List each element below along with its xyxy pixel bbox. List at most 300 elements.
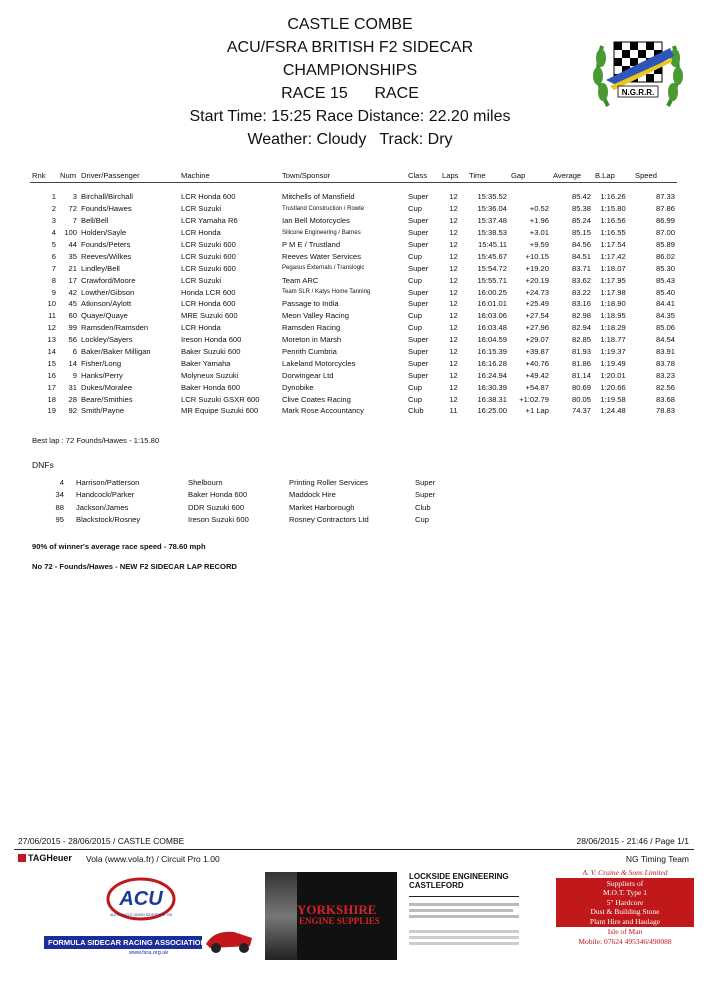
dnf-driver: Blackstock/Rosney [76, 515, 141, 525]
cell-average: 85.38 [571, 204, 591, 214]
conditions: Weather: Cloudy Track: Dry [247, 131, 453, 148]
cell-machine: LCR Suzuki 600 [181, 240, 236, 249]
cell-gap: +27.96 [525, 323, 549, 333]
cell-time: 15:37.48 [477, 216, 507, 226]
cell-townsponsor: Ian Bell Motorcycles [282, 216, 350, 226]
cell-laps: 12 [449, 358, 458, 368]
acu-subtext: AUTO-CYCLE UNION SIDESPORT GB [110, 913, 172, 917]
cell-time: 16:04.59 [477, 335, 507, 345]
cell-average: 80.05 [571, 394, 591, 404]
col-speed: Speed [633, 168, 677, 183]
cell-machine: Baker Yamaha [181, 358, 231, 368]
cell-townsponsor: Meon Valley Racing [282, 311, 349, 321]
cell-gap: +1.96 [529, 216, 549, 226]
dnf-sponsor: Rosney Contractors Ltd [289, 515, 369, 525]
lockside-contact-3 [409, 942, 519, 945]
cell-gap: +1 Lap [525, 406, 549, 416]
cell-class: Super [408, 216, 429, 226]
craine-line6: Plant Hire and Haulage [589, 916, 661, 926]
cell-class: Super [408, 192, 429, 202]
dnf-title: DNFs [32, 460, 54, 470]
footer-event: 27/06/2015 - 28/06/2015 / CASTLE COMBE [18, 836, 185, 846]
cell-time: 15:45.67 [477, 251, 507, 261]
cell-driverpassenger: Hanks/Perry [81, 370, 123, 380]
cell-townsponsor: Mark Rose Accountancy [282, 406, 364, 416]
dnf-table [30, 476, 453, 526]
cell-class: Super [408, 358, 429, 368]
dnf-machine: Shelbourn [188, 477, 223, 487]
cell-townsponsor: Reeves Water Services [282, 251, 362, 261]
cell-machine: Baker Honda 600 [181, 382, 241, 392]
cell-driverpassenger: Founds/Peters [81, 240, 131, 249]
dnf-num: 4 [59, 477, 64, 487]
cell-average: 85.42 [571, 192, 591, 202]
cell-speed: 87.00 [655, 228, 675, 238]
cell-laps: 12 [449, 370, 458, 380]
footer-date-page: 28/06/2015 - 21:46 / Page 1/1 [576, 836, 689, 846]
lockside-smallprint-3 [409, 915, 519, 918]
cell-num: 31 [68, 382, 77, 392]
cell-townsponsor: Team ARC [282, 275, 319, 285]
tagheuer-text: TAGHeuer [28, 853, 72, 863]
cell-average: 83.16 [571, 299, 591, 309]
cell-driverpassenger: Atkinson/Aylott [81, 299, 132, 309]
cell-speed: 87.86 [655, 204, 675, 214]
dnf-driver: Harrison/Patterson [76, 477, 140, 487]
cell-laps: 12 [449, 323, 458, 333]
lockside-smallprint-2 [409, 909, 513, 912]
cell-average: 85.24 [571, 216, 591, 226]
cell-gap: +24.73 [525, 287, 549, 297]
cell-rnk: 14 [47, 347, 56, 357]
cell-class: Club [408, 406, 424, 416]
cell-laps: 12 [449, 335, 458, 345]
table-row [30, 262, 677, 274]
table-row [30, 369, 677, 381]
cell-num: 35 [68, 251, 77, 261]
cell-num: 100 [64, 228, 77, 238]
cell-blap: 1:15.80 [600, 204, 626, 214]
table-row [30, 310, 677, 322]
table-row [30, 405, 677, 417]
cell-average: 81.93 [571, 347, 591, 357]
cell-laps: 12 [449, 382, 458, 392]
cell-blap: 1:17.95 [600, 275, 626, 285]
cell-townsponsor: Moreton in Marsh [282, 335, 342, 345]
cell-average: 82.94 [571, 323, 591, 333]
cell-time: 16:38.31 [477, 394, 507, 404]
table-row [30, 357, 677, 369]
cell-driverpassenger: Smith/Payne [81, 406, 125, 416]
cell-machine: Honda LCR 600 [181, 287, 236, 297]
cell-laps: 12 [449, 192, 458, 202]
race-title: RACE 15 RACE [281, 85, 419, 102]
col-num: Num [58, 168, 79, 183]
cell-num: 99 [68, 323, 77, 333]
cell-class: Super [408, 263, 429, 273]
cell-townsponsor: Dynobike [282, 382, 314, 392]
col-sponsor: Town/Sponsor [280, 168, 406, 183]
cell-time: 15:35.52 [477, 192, 507, 202]
cell-speed: 85.43 [655, 275, 675, 285]
craine-line5: Dust & Building Stone [590, 907, 660, 916]
table-row [30, 227, 677, 239]
dnf-driver: Handcock/Parker [76, 490, 135, 500]
cell-machine: LCR Suzuki 600 [181, 263, 236, 273]
cell-speed: 82.56 [655, 382, 675, 392]
cell-rnk: 2 [51, 204, 56, 214]
cell-rnk: 15 [47, 358, 56, 368]
cell-blap: 1:18.95 [600, 311, 626, 321]
cell-driverpassenger: Birchall/Birchall [81, 192, 133, 202]
cell-class: Cup [408, 204, 422, 214]
results-table [30, 168, 677, 417]
cell-class: Cup [408, 251, 422, 261]
cell-rnk: 4 [51, 228, 56, 238]
cell-machine: Molyneux Suzuki [181, 370, 239, 380]
lockside-contact-2 [409, 936, 519, 939]
cell-num: 17 [68, 275, 77, 285]
lockside-name: LOCKSIDE ENGINEERING [409, 872, 509, 881]
cell-gap: +20.19 [525, 275, 549, 285]
engine-image [265, 872, 297, 960]
table-row [30, 346, 677, 358]
cell-time: 15:45.11 [478, 240, 507, 249]
table-row [30, 215, 677, 227]
ngrr-logo [588, 28, 688, 116]
cell-blap: 1:17.98 [600, 287, 626, 297]
cell-class: Cup [408, 311, 422, 321]
table-row [30, 334, 677, 346]
craine-line2: Suppliers of [606, 878, 644, 888]
cell-speed: 84.41 [655, 299, 675, 309]
cell-townsponsor: Clive Coates Racing [282, 394, 351, 404]
col-time: Time [467, 168, 509, 183]
footer-team: NG Timing Team [625, 854, 689, 864]
cell-speed: 84.54 [655, 335, 675, 345]
cell-blap: 1:18.77 [600, 335, 626, 345]
cell-num: 44 [68, 240, 77, 249]
cell-speed: 85.89 [655, 240, 675, 249]
cell-driverpassenger: Lindley/Bell [81, 263, 120, 273]
cell-speed: 83.23 [655, 370, 675, 380]
cell-rnk: 1 [51, 192, 56, 202]
cell-speed: 78.83 [655, 406, 675, 416]
cell-class: Cup [408, 394, 422, 404]
col-driver: Driver/Passenger [79, 168, 179, 183]
lockside-ad [409, 872, 529, 956]
cell-blap: 1:19.58 [600, 394, 626, 404]
cell-blap: 1:20.01 [600, 370, 626, 380]
fsra-banner [44, 936, 254, 964]
craine-line3: M.O.T. Type 1 [603, 888, 647, 897]
craine-name: A. V. Craine & Sons Limited [582, 868, 668, 877]
cell-townsponsor: Ramsden Racing [282, 323, 341, 333]
cell-num: 3 [72, 192, 77, 202]
cell-rnk: 11 [48, 311, 56, 321]
cell-average: 81.86 [571, 358, 591, 368]
table-row [30, 298, 677, 310]
cell-class: Super [408, 240, 429, 249]
cell-blap: 1:18.29 [600, 323, 626, 333]
cell-machine: LCR Honda 600 [181, 192, 236, 202]
cell-driverpassenger: Reeves/Wilkes [81, 251, 132, 261]
cell-average: 85.15 [571, 228, 591, 238]
cell-blap: 1:16.26 [600, 192, 626, 202]
col-laps: Laps [440, 168, 467, 183]
cell-driverpassenger: Dukes/Moralee [81, 382, 133, 392]
dnf-driver: Jackson/James [76, 502, 129, 512]
cell-num: 6 [72, 347, 77, 357]
cell-rnk: 13 [47, 335, 56, 345]
lap-record-note: No 72 - Founds/Hawes - NEW F2 SIDECAR LAP RECORD [32, 562, 237, 571]
engine-supplies-text: ENGINE SUPPLIES [299, 916, 380, 926]
tagheuer-shield-icon [18, 854, 26, 862]
cell-townsponsor: Penrith Cumbria [282, 347, 337, 357]
cell-class: Cup [408, 275, 422, 285]
cell-gap: +0.52 [529, 204, 549, 214]
cell-class: Cup [408, 382, 422, 392]
cell-driverpassenger: Bell/Bell [81, 216, 109, 226]
dnf-sponsor: Market Harborough [289, 502, 355, 512]
cell-townsponsor: Mitchells of Mansfield [282, 192, 355, 202]
cell-machine: LCR Suzuki [181, 204, 222, 214]
cell-rnk: 10 [47, 299, 56, 309]
dnf-num: 88 [55, 502, 64, 512]
col-machine: Machine [179, 168, 280, 183]
cell-machine: Ireson Honda 600 [181, 335, 242, 345]
cell-driverpassenger: Lowther/Gibson [81, 287, 135, 297]
cell-blap: 1:18.07 [600, 263, 626, 273]
lockside-rule [409, 896, 519, 897]
cell-time: 15:54.72 [477, 263, 507, 273]
table-row [30, 322, 677, 334]
cell-average: 81.14 [571, 370, 591, 380]
championship-subtitle: CHAMPIONSHIPS [282, 62, 418, 79]
cell-time: 16:03.06 [477, 311, 507, 321]
col-class: Class [406, 168, 440, 183]
dnf-sponsor: Maddock Hire [289, 490, 336, 500]
dnf-sponsor: Printing Roller Services [289, 477, 368, 487]
cell-townsponsor: Silicone Engineering / Barnes [282, 229, 361, 236]
cell-class: Super [408, 228, 429, 238]
table-row [30, 286, 677, 298]
cell-rnk: 16 [47, 370, 56, 380]
table-row [30, 250, 677, 262]
footer-vola: Vola (www.vola.fr) / Circuit Pro 1.00 [86, 854, 220, 864]
cell-blap: 1:16.56 [600, 216, 626, 226]
cell-num: 28 [68, 394, 77, 404]
dnf-machine: Baker Honda 600 [188, 490, 248, 500]
cell-class: Super [408, 370, 429, 380]
cell-laps: 12 [449, 263, 458, 273]
cell-gap: +40.76 [525, 358, 549, 368]
cell-townsponsor: Team SLR / Katys Home Tanning [282, 289, 371, 296]
dnf-machine: Ireson Suzuki 600 [188, 515, 249, 525]
dnf-row [30, 476, 453, 489]
cell-time: 15:36.04 [477, 204, 507, 214]
cell-gap: +10.15 [525, 251, 549, 261]
dnf-class: Cup [415, 515, 429, 525]
cell-class: Super [408, 299, 429, 309]
ngrr-logo-text: N.G.R.R. [621, 88, 655, 97]
table-row [30, 203, 677, 215]
cell-townsponsor: Pegasus Externals / Translogic [282, 265, 365, 272]
cell-townsponsor: Passage to India [282, 299, 339, 309]
cell-average: 82.98 [571, 311, 591, 321]
table-row [30, 191, 677, 203]
cell-driverpassenger: Holden/Sayle [81, 228, 127, 238]
col-average: Average [551, 168, 593, 183]
cell-average: 83.71 [571, 263, 591, 273]
cell-laps: 12 [449, 394, 458, 404]
acu-logo [106, 874, 176, 924]
yorkshire-text: YORKSHIRE [297, 902, 377, 917]
cell-laps: 11 [449, 406, 458, 416]
championship-title: ACU/FSRA BRITISH F2 SIDECAR [226, 39, 474, 56]
cell-speed: 83.68 [655, 394, 675, 404]
cell-class: Super [408, 287, 429, 297]
cell-rnk: 9 [51, 287, 56, 297]
table-row [30, 239, 677, 251]
craine-line4: 5" Hardcore [606, 897, 644, 907]
table-row [30, 381, 677, 393]
cell-num: 60 [68, 311, 77, 321]
cell-time: 15:55.71 [477, 275, 507, 285]
cell-time: 16:15.39 [477, 347, 507, 357]
cell-speed: 85.40 [655, 287, 675, 297]
cell-driverpassenger: Fisher/Long [81, 358, 122, 368]
cell-class: Cup [408, 323, 422, 333]
cell-gap: +49.42 [525, 370, 549, 380]
cell-speed: 87.33 [655, 192, 675, 202]
cell-num: 7 [72, 216, 77, 226]
cell-rnk: 17 [47, 382, 56, 392]
cell-speed: 84.35 [655, 311, 675, 321]
cell-rnk: 6 [51, 251, 56, 261]
cell-blap: 1:19.37 [600, 347, 626, 357]
cell-laps: 12 [449, 216, 458, 226]
cell-gap: +3.01 [529, 228, 549, 238]
cell-driverpassenger: Crawford/Moore [81, 275, 136, 285]
cell-time: 16:00.25 [477, 287, 507, 297]
cell-blap: 1:24.48 [600, 406, 626, 416]
cell-speed: 83.91 [655, 347, 675, 357]
cell-townsponsor: Trustland Construction / Rowte [282, 205, 365, 212]
cell-time: 15:38.53 [477, 228, 507, 238]
winner-speed-note: 90% of winner's average race speed - 78.60 mph [32, 542, 206, 551]
cell-laps: 12 [449, 347, 458, 357]
cell-gap [509, 191, 551, 203]
cell-machine: LCR Yamaha R6 [181, 216, 238, 226]
cell-time: 16:01.01 [477, 299, 507, 309]
col-gap: Gap [509, 168, 551, 183]
cell-class: Super [408, 335, 429, 345]
cell-machine: LCR Honda 600 [181, 299, 236, 309]
fsra-text: FORMULA SIDECAR RACING ASSOCIATION [44, 936, 202, 949]
cell-num: 45 [68, 299, 77, 309]
cell-driverpassenger: Baker/Baker Milligan [81, 347, 151, 357]
dnf-class: Club [415, 502, 431, 512]
cell-machine: LCR Suzuki [181, 275, 222, 285]
col-blap: B.Lap [593, 168, 633, 183]
event-title: CASTLE COMBE [287, 16, 413, 33]
craine-location: Isle of Man [607, 927, 643, 936]
cell-gap: +9.59 [529, 240, 549, 249]
cell-class: Super [408, 347, 429, 357]
cell-average: 84.51 [571, 251, 591, 261]
cell-machine: MR Equipe Suzuki 600 [181, 406, 259, 416]
cell-rnk: 12 [47, 323, 56, 333]
cell-laps: 12 [449, 275, 458, 285]
cell-num: 42 [68, 287, 77, 297]
dnf-num: 95 [55, 515, 64, 525]
cell-driverpassenger: Founds/Hawes [81, 204, 132, 214]
cell-laps: 12 [449, 204, 458, 214]
cell-num: 21 [68, 263, 77, 273]
cell-gap: +29.07 [525, 335, 549, 345]
dnf-class: Super [415, 477, 436, 487]
lockside-town: CASTLEFORD [409, 881, 464, 890]
cell-speed: 86.99 [655, 216, 675, 226]
cell-laps: 12 [449, 287, 458, 297]
cell-machine: LCR Suzuki 600 [181, 251, 236, 261]
footer-divider [14, 849, 694, 850]
cell-laps: 12 [449, 299, 458, 309]
cell-gap: +19.20 [525, 263, 549, 273]
cell-driverpassenger: Beare/Smithies [81, 394, 133, 404]
cell-rnk: 5 [51, 240, 56, 249]
cell-townsponsor: Lakeland Motorcycles [282, 358, 356, 368]
cell-driverpassenger: Lockley/Sayers [81, 335, 133, 345]
table-row [30, 274, 677, 286]
cell-blap: 1:17.54 [600, 240, 626, 249]
dnf-machine: DDR Suzuki 600 [188, 502, 245, 512]
cell-machine: LCR Suzuki GSXR 600 [181, 394, 260, 404]
craine-ad [556, 868, 694, 946]
dnf-row [30, 514, 453, 527]
cell-blap: 1:18.90 [600, 299, 626, 309]
cell-gap: +1:02.79 [519, 394, 549, 404]
cell-num: 92 [68, 406, 77, 416]
table-row [30, 393, 677, 405]
cell-average: 84.56 [571, 240, 591, 249]
table-header-row [30, 168, 677, 183]
tagheuer-logo [18, 853, 72, 863]
cell-gap: +25.49 [525, 299, 549, 309]
dnf-row [30, 489, 453, 502]
fsra-url: www.fsra.org.uk [129, 950, 169, 956]
cell-num: 14 [68, 358, 77, 368]
dnf-num: 34 [55, 490, 64, 500]
col-rnk: Rnk [30, 168, 58, 183]
dnf-row [30, 501, 453, 514]
cell-townsponsor: P M E / Trustland [282, 240, 341, 249]
cell-rnk: 7 [51, 263, 56, 273]
cell-num: 72 [68, 204, 77, 214]
craine-phone: Mobile: 07624 495346/490088 [578, 936, 672, 946]
spacer-row [30, 183, 677, 192]
acu-text: ACU [119, 888, 163, 910]
yorkshire-engine-ad [265, 872, 397, 960]
cell-speed: 85.30 [655, 263, 675, 273]
cell-speed: 86.02 [655, 251, 675, 261]
sidecar-icon [204, 924, 256, 954]
cell-num: 9 [72, 370, 77, 380]
cell-laps: 12 [449, 240, 458, 249]
cell-driverpassenger: Quaye/Quaye [81, 311, 128, 321]
cell-time: 16:03.48 [477, 323, 507, 333]
